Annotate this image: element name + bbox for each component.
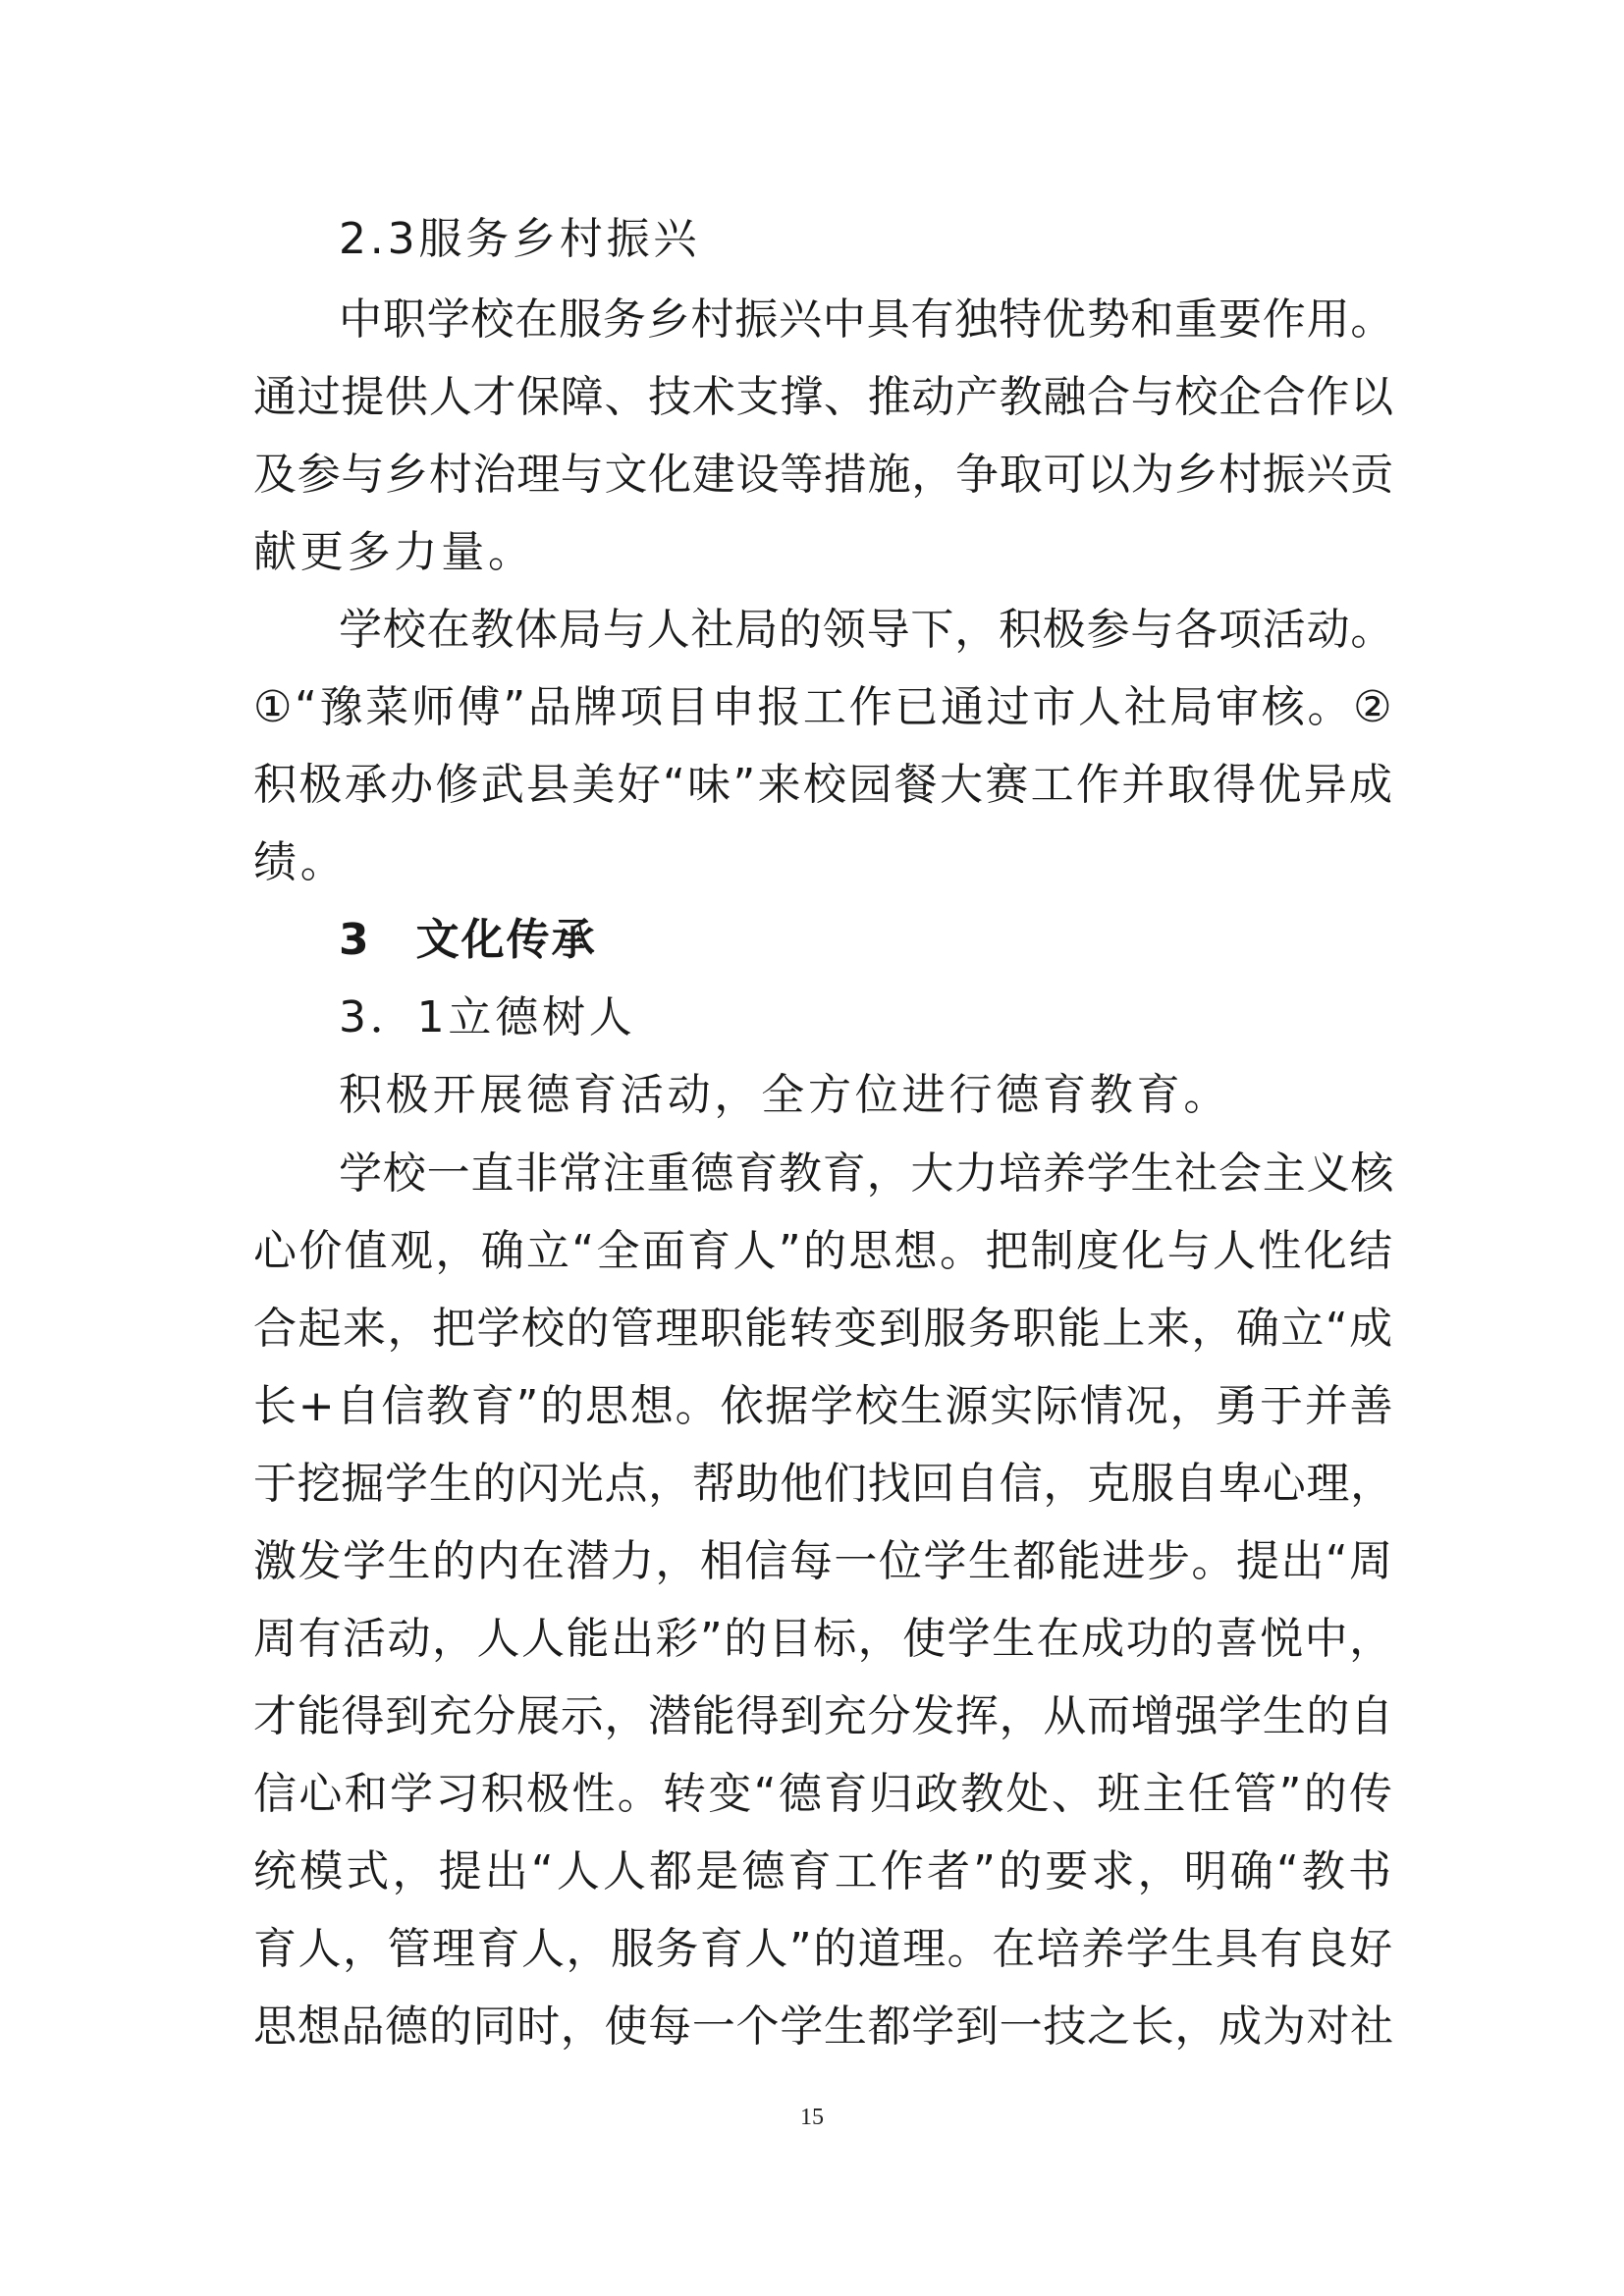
paragraph-line: 思想品德的同时，使每一个学生都学到一技之长，成为对社 [253,2002,1394,2052]
paragraph-line: 合起来，把学校的管理职能转变到服务职能上来，确立“成 [253,1304,1394,1354]
paragraph-line: 统模式，提出“人人都是德育工作者”的要求，明确“教书 [253,1846,1395,1896]
paragraph-line: 激发学生的内在潜力，相信每一位学生都能进步。提出“周 [253,1536,1394,1586]
paragraph-line: 献更多力量。 [253,527,535,577]
paragraph-line: 于挖掘学生的闪光点，帮助他们找回自信，克服自卑心理， [253,1459,1394,1509]
section-heading-3: 3 文化传承 [339,915,597,965]
paragraph-line: 中职学校在服务乡村振兴中具有独特优势和重要作用。 [339,294,1395,345]
section-heading-2-3: 2.3服务乡村振兴 [339,214,701,264]
paragraph-line: 学校在教体局与人社局的领导下，积极参与各项活动。 [339,605,1395,655]
paragraph-line: 通过提供人才保障、技术支撑、推动产教融合与校企合作以 [253,372,1394,422]
section-heading-3-1: 3．1立德树人 [339,992,636,1042]
paragraph-line: 绩。 [253,837,348,887]
page-number: 15 [800,2105,824,2130]
paragraph-line: 信心和学习积极性。转变“德育归政教处、班主任管”的传 [253,1769,1395,1819]
paragraph-line: 心价值观，确立“全面育人”的思想。把制度化与人性化结 [253,1226,1395,1276]
paragraph-line: 才能得到充分展示，潜能得到充分发挥，从而增强学生的自 [253,1691,1394,1741]
paragraph-line: 育人，管理育人，服务育人”的道理。在培养学生具有良好 [253,1924,1394,1974]
paragraph-line: 积极开展德育活动，全方位进行德育教育。 [339,1070,1231,1120]
paragraph-line: 长+自信教育”的思想。依据学校生源实际情况，勇于并善 [253,1381,1395,1431]
paragraph-line: 周有活动，人人能出彩”的目标，使学生在成功的喜悦中， [253,1614,1394,1664]
paragraph-line: 及参与乡村治理与文化建设等措施，争取可以为乡村振兴贡 [253,450,1394,500]
paragraph-line: ①“豫菜师傅”品牌项目申报工作已通过市人社局审核。② [253,682,1395,732]
paragraph-line: 积极承办修武县美好“味”来校园餐大赛工作并取得优异成 [253,760,1395,810]
paragraph-line: 学校一直非常注重德育教育，大力培养学生社会主义核 [339,1148,1395,1199]
